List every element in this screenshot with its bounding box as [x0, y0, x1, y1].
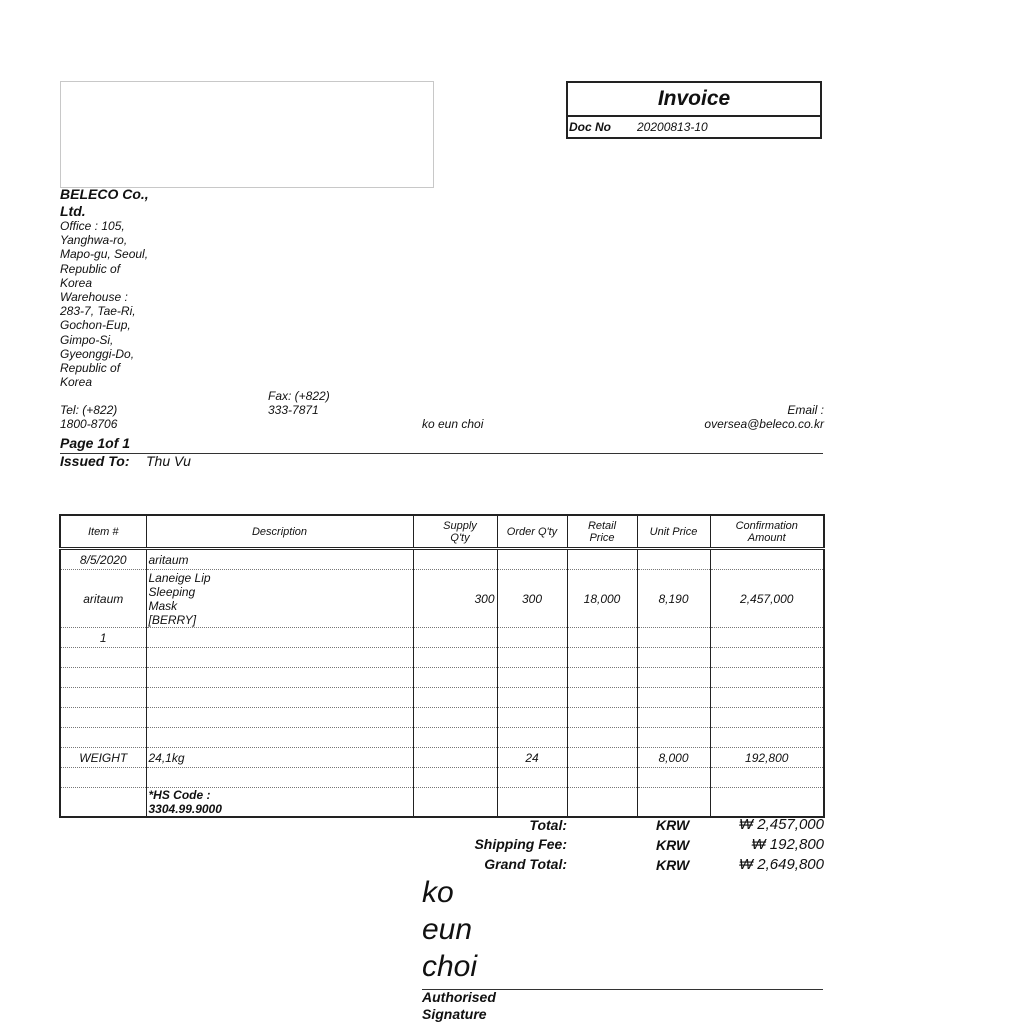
table-row — [60, 788, 824, 818]
grand-total-label: Grand Total: — [484, 856, 567, 872]
logo-placeholder — [60, 81, 434, 188]
cell-amount — [710, 768, 824, 788]
cell-unit-price — [637, 648, 710, 668]
cell-supply-qty — [413, 648, 497, 668]
signature-label: Authorised Signature — [422, 989, 496, 1022]
cell-retail-price — [567, 648, 637, 668]
shipping-fee-label: Shipping Fee: — [474, 836, 567, 852]
cell-amount: 2,457,000 — [710, 570, 824, 628]
total-currency: KRW — [656, 817, 690, 833]
cell-unit-price — [637, 628, 710, 648]
cell-order-qty — [497, 688, 567, 708]
total-value: ₩ 2,457,000 — [738, 816, 824, 833]
table-row — [60, 688, 824, 708]
cell-description — [146, 668, 413, 688]
cell-amount — [710, 628, 824, 648]
cell-amount — [710, 668, 824, 688]
col-header-item: Item # — [60, 515, 146, 549]
table-row — [60, 648, 824, 668]
cell-item — [60, 768, 146, 788]
table-row — [60, 668, 824, 688]
items-table — [59, 514, 825, 818]
cell-unit-price — [637, 708, 710, 728]
table-row — [60, 708, 824, 728]
cell-order-qty — [497, 549, 567, 570]
cell-item — [60, 788, 146, 818]
col-header-order-qty: Order Q'ty — [497, 515, 567, 549]
cell-order-qty: 300 — [497, 570, 567, 628]
cell-order-qty — [497, 728, 567, 748]
cell-supply-qty — [413, 549, 497, 570]
cell-retail-price — [567, 549, 637, 570]
invoice-header-box — [566, 81, 822, 139]
table-header-row — [60, 515, 824, 549]
cell-description — [146, 708, 413, 728]
doc-no-value: 20200813-10 — [637, 120, 708, 134]
cell-amount — [710, 648, 824, 668]
cell-unit-price — [637, 549, 710, 570]
cell-order-qty — [497, 788, 567, 818]
cell-unit-price: 8,000 — [637, 748, 710, 768]
col-header-retail-price: Retail Price — [567, 515, 637, 549]
shipping-fee-value: ₩ 192,800 — [751, 836, 824, 853]
grand-total-currency: KRW — [656, 857, 690, 873]
cell-order-qty — [497, 648, 567, 668]
grand-total-value: ₩ 2,649,800 — [738, 856, 824, 873]
cell-retail-price — [567, 748, 637, 768]
cell-supply-qty — [413, 728, 497, 748]
cell-item — [60, 688, 146, 708]
cell-order-qty — [497, 708, 567, 728]
cell-description — [146, 688, 413, 708]
cell-order-qty: 24 — [497, 748, 567, 768]
signature-name: ko eun choi — [422, 876, 478, 983]
page-info: Page 1of 1 — [60, 435, 131, 451]
cell-amount — [710, 728, 824, 748]
cell-item: WEIGHT — [60, 748, 146, 768]
cell-retail-price: 18,000 — [567, 570, 637, 628]
col-header-description: Description — [146, 515, 413, 549]
cell-order-qty — [497, 628, 567, 648]
cell-hs-code: *HS Code : 3304.99.9000 — [146, 788, 413, 818]
company-email: Email : oversea@beleco.co.kr — [704, 403, 824, 431]
cell-unit-price — [637, 728, 710, 748]
cell-supply-qty — [413, 668, 497, 688]
cell-retail-price — [567, 728, 637, 748]
cell-retail-price — [567, 628, 637, 648]
cell-order-qty — [497, 668, 567, 688]
doc-no-label: Doc No — [569, 120, 611, 134]
cell-supply-qty: 300 — [413, 570, 497, 628]
cell-unit-price: 8,190 — [637, 570, 710, 628]
table-row — [60, 728, 824, 748]
cell-item: aritaum — [60, 570, 146, 628]
cell-amount — [710, 788, 824, 818]
doc-no-row — [568, 117, 820, 137]
cell-supply-qty — [413, 768, 497, 788]
cell-description: aritaum — [146, 549, 413, 570]
cell-supply-qty — [413, 688, 497, 708]
cell-retail-price — [567, 688, 637, 708]
cell-supply-qty — [413, 748, 497, 768]
cell-item: 1 — [60, 628, 146, 648]
cell-unit-price — [637, 688, 710, 708]
cell-supply-qty — [413, 788, 497, 818]
cell-amount: 192,800 — [710, 748, 824, 768]
total-label: Total: — [529, 817, 567, 833]
cell-retail-price — [567, 668, 637, 688]
company-address: Office : 105, Yanghwa-ro, Mapo-gu, Seoul, Republic of Korea Warehouse : 283-7, Tae-Ri, Gochon-Eup, Gimpo-Si, Gyeonggi-Do, Republic of Korea — [60, 219, 149, 390]
cell-item — [60, 668, 146, 688]
table-row — [60, 748, 824, 768]
col-header-supply-qty: Supply Q'ty — [413, 515, 497, 549]
col-header-confirmation-amount: Confirmation Amount — [710, 515, 824, 549]
contact-name: ko eun choi — [422, 417, 484, 431]
cell-item — [60, 708, 146, 728]
cell-amount — [710, 549, 824, 570]
table-row — [60, 549, 824, 570]
cell-description — [146, 648, 413, 668]
cell-supply-qty — [413, 708, 497, 728]
cell-retail-price — [567, 708, 637, 728]
col-header-unit-price: Unit Price — [637, 515, 710, 549]
cell-supply-qty — [413, 628, 497, 648]
cell-description: Laneige Lip Sleeping Mask [BERRY] — [146, 570, 413, 628]
cell-amount — [710, 688, 824, 708]
cell-item — [60, 648, 146, 668]
cell-unit-price — [637, 668, 710, 688]
issued-to-name: Thu Vu — [146, 453, 191, 469]
cell-description — [146, 768, 413, 788]
cell-retail-price — [567, 768, 637, 788]
table-row — [60, 768, 824, 788]
cell-retail-price — [567, 788, 637, 818]
cell-description: 24,1kg — [146, 748, 413, 768]
cell-unit-price — [637, 788, 710, 818]
company-tel: Tel: (+822) 1800-8706 — [60, 403, 118, 431]
cell-unit-price — [637, 768, 710, 788]
cell-item — [60, 728, 146, 748]
invoice-title: Invoice — [568, 83, 820, 117]
cell-item: 8/5/2020 — [60, 549, 146, 570]
company-fax: Fax: (+822) 333-7871 — [268, 389, 330, 417]
issued-to-label: Issued To: — [60, 453, 130, 469]
cell-description — [146, 628, 413, 648]
table-row — [60, 570, 824, 628]
cell-amount — [710, 708, 824, 728]
shipping-fee-currency: KRW — [656, 837, 690, 853]
company-name: BELECO Co., Ltd. — [60, 186, 149, 219]
cell-description — [146, 728, 413, 748]
cell-order-qty — [497, 768, 567, 788]
table-row — [60, 628, 824, 648]
